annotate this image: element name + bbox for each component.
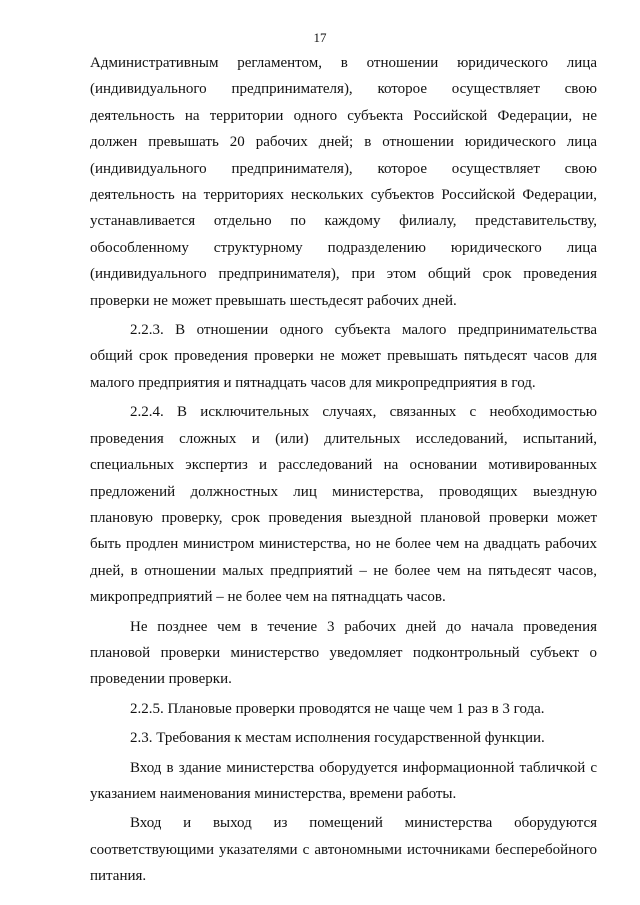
paragraph-2-2-4: 2.2.4. В исключительных случаях, связанных с необходимостью проведения сложных и (или) длительных исследований, испытаний, специальных экспертиз и расследований на основании мотивированных предложений должностных лиц министерства, проводящих выездную плановую проверку, срок проведения выездной плановой проверки может быть продлен министром министерства, но не более чем на двадцать рабочих дней, в отношении малых предприятий – не более чем на пятьдесят часов, микропредприятий – не более чем на пятнадцать часов. bbox=[90, 404, 597, 606]
page-number: 17 bbox=[313, 30, 327, 45]
paragraph-2-2-3: 2.2.3. В отношении одного субъекта малого предпринимательства общий срок проведения проверки не может превышать пятьдесят часов для малого предприятия и пятнадцать часов для микропредприятия в год. bbox=[90, 322, 597, 391]
paragraph-2-3-heading: 2.3. Требования к местам исполнения государственной функции. bbox=[130, 730, 545, 747]
paragraph-2-2-5: 2.2.5. Плановые проверки проводятся не чаще чем 1 раз в 3 года. bbox=[130, 700, 545, 717]
paragraph-notification: Не позднее чем в течение 3 рабочих дней до начала проведения плановой проверки министерство уведомляет подконтрольный субъект о проведении проверки. bbox=[90, 618, 597, 688]
paragraph-regulation-continuation: Административным регламентом, в отношении юридического лица (индивидуального предпринимателя), которое осуществляет свою деятельность на территории одного субъекта Российской Федерации, не должен превышать 20 рабочих дней; в отношении юридического лица (индивидуального предпринимателя), которое осуществляет свою деятельность на территориях нескольких субъектов Российской Федерации, устанавливается отдельно по каждому филиалу, представительству, обособленному структурному подразделению юридического лица (индивидуального предпринимателя), при этом общий срок проведения проверки не может превышать шестьдесят рабочих дней. bbox=[90, 55, 597, 309]
paragraph-entrance-exit-signs: Вход и выход из помещений министерства оборудуются соответствующими указателями с автономными источниками бесперебойного питания. bbox=[90, 815, 597, 885]
document-body bbox=[90, 50, 597, 890]
paragraph-entrance-sign: Вход в здание министерства оборудуется информационной табличкой с указанием наименования министерства, времени работы. bbox=[90, 759, 597, 802]
